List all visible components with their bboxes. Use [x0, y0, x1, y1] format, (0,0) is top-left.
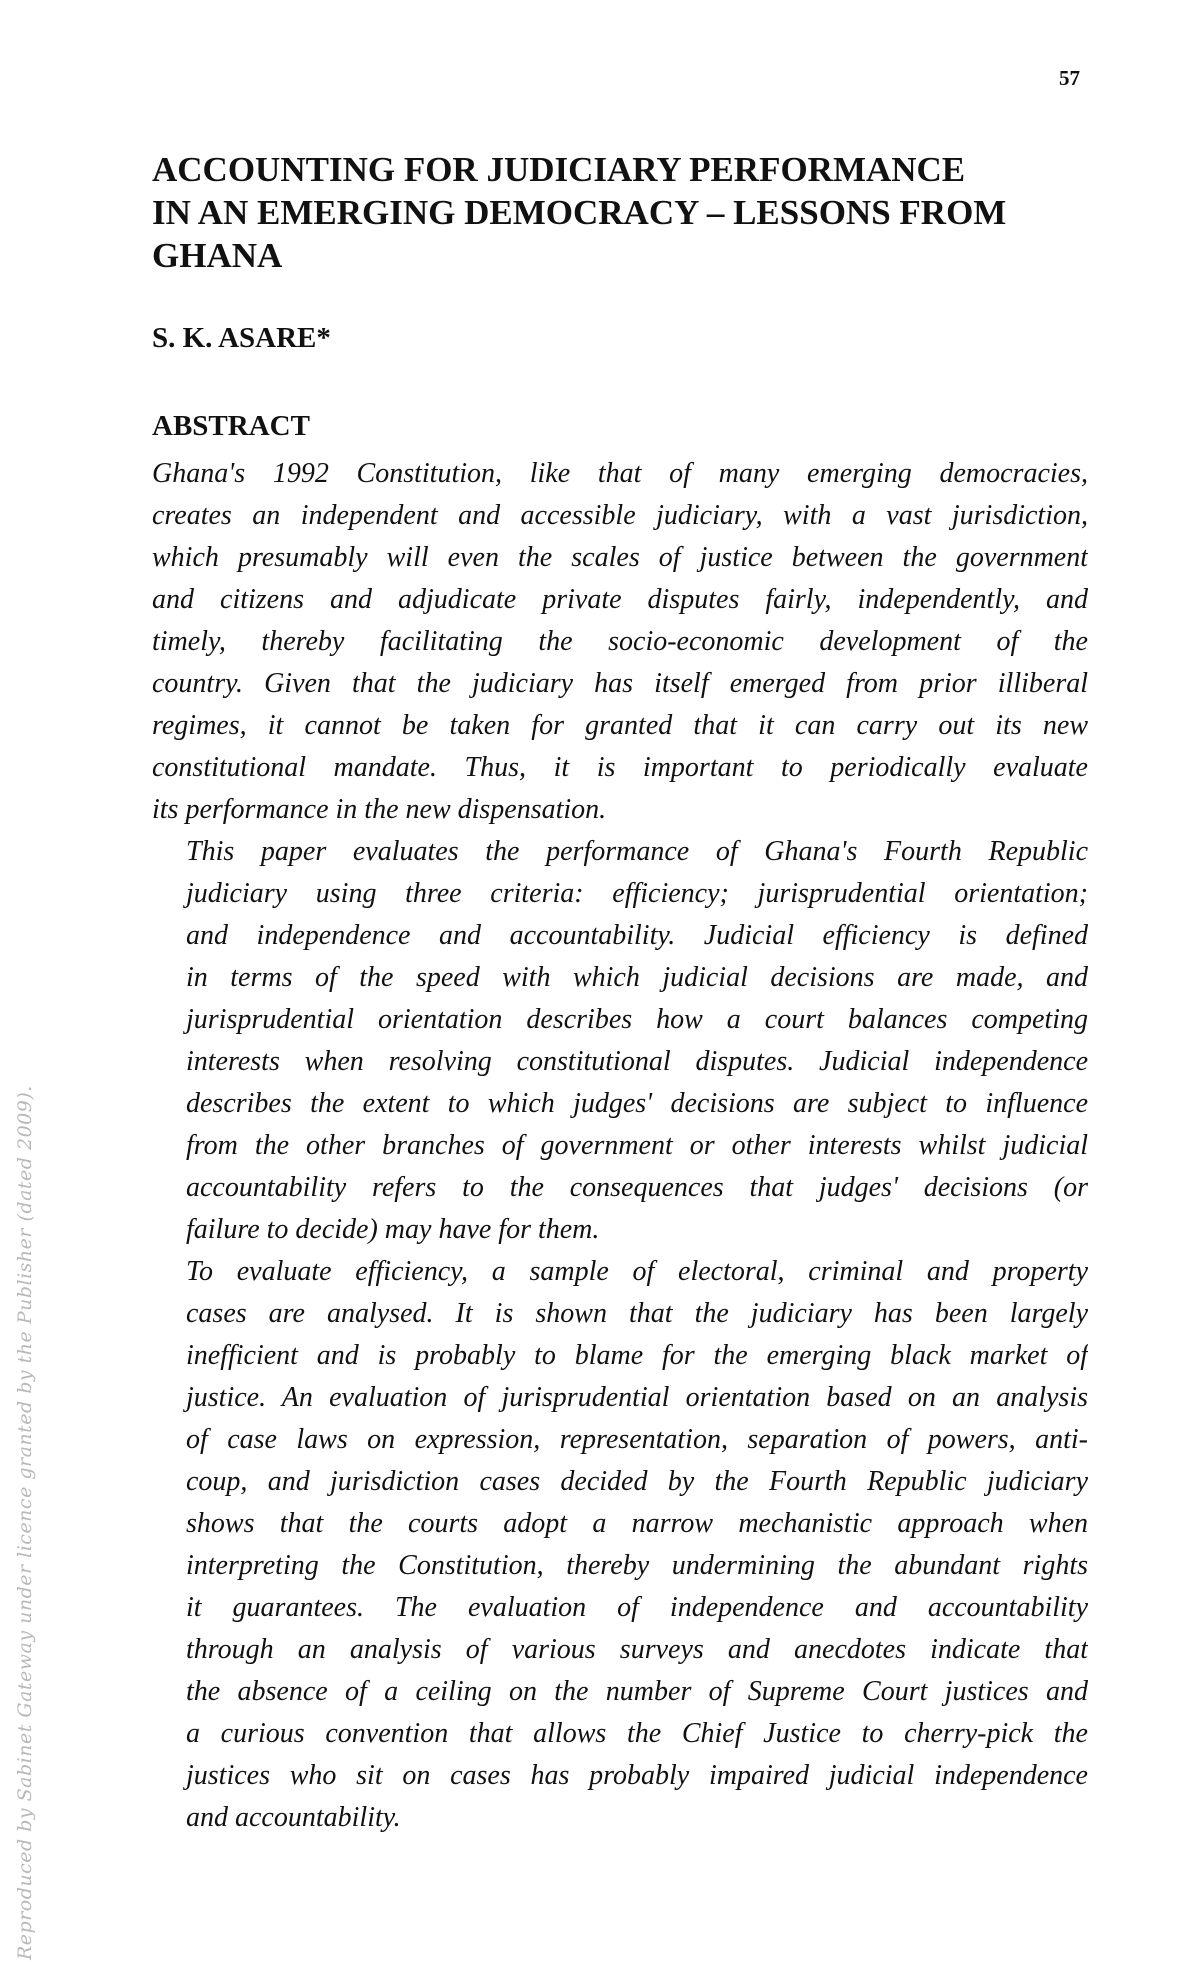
abstract-line: in terms of the speed with which judicial decisions are made, and: [186, 962, 1088, 993]
abstract-line: timely, thereby facilitating the socio-economic development of the: [152, 626, 1088, 657]
abstract-line: justices who sit on cases has probably impaired judicial independence: [186, 1760, 1088, 1791]
title-line: ACCOUNTING FOR JUDICIARY PERFORMANCE: [152, 150, 966, 189]
watermark-text: Reproduced by Sabinet Gateway under licence granted by the Publisher (dated 2009).: [14, 1085, 36, 1960]
abstract-line: To evaluate efficiency, a sample of electoral, criminal and property: [186, 1256, 1088, 1287]
title-line: GHANA: [152, 236, 283, 275]
watermark: [0, 960, 36, 1960]
abstract-line: This paper evaluates the performance of Ghana's Fourth Republic: [186, 836, 1088, 867]
abstract-line: failure to decide) may have for them.: [186, 1214, 600, 1245]
abstract-line: it guarantees. The evaluation of independence and accountability: [186, 1592, 1088, 1623]
title-line: IN AN EMERGING DEMOCRACY – LESSONS FROM: [152, 193, 1007, 232]
abstract-line: of case laws on expression, representation, separation of powers, anti-: [186, 1424, 1088, 1455]
abstract-line: justice. An evaluation of jurisprudential orientation based on an analysis: [186, 1382, 1088, 1413]
abstract-line: country. Given that the judiciary has itself emerged from prior illiberal: [152, 668, 1088, 699]
abstract-line: constitutional mandate. Thus, it is important to periodically evaluate: [152, 752, 1088, 783]
abstract-line: Ghana's 1992 Constitution, like that of many emerging democracies,: [152, 458, 1088, 489]
abstract-line: inefficient and is probably to blame for the emerging black market of: [186, 1340, 1088, 1371]
abstract-line: cases are analysed. It is shown that the judiciary has been largely: [186, 1298, 1088, 1329]
author-name: S. K. ASARE*: [152, 322, 331, 354]
abstract-line: judiciary using three criteria: efficiency; jurisprudential orientation;: [186, 878, 1088, 909]
abstract-line: interests when resolving constitutional disputes. Judicial independence: [186, 1046, 1088, 1077]
abstract-paragraph: [152, 1251, 1088, 1839]
abstract-line: and independence and accountability. Judicial efficiency is defined: [186, 920, 1088, 951]
abstract-line: describes the extent to which judges' decisions are subject to influence: [186, 1088, 1088, 1119]
abstract-line: interpreting the Constitution, thereby undermining the abundant rights: [186, 1550, 1088, 1581]
abstract-line: shows that the courts adopt a narrow mechanistic approach when: [186, 1508, 1088, 1539]
abstract-line: the absence of a ceiling on the number of Supreme Court justices and: [186, 1676, 1088, 1707]
abstract-line: creates an independent and accessible judiciary, with a vast jurisdiction,: [152, 500, 1088, 531]
abstract-paragraph: [152, 831, 1088, 1251]
abstract-line: its performance in the new dispensation.: [152, 794, 607, 825]
abstract-line: a curious convention that allows the Chief Justice to cherry-pick the: [186, 1718, 1088, 1749]
article-title: [152, 148, 1092, 277]
abstract-line: through an analysis of various surveys and anecdotes indicate that: [186, 1634, 1088, 1665]
abstract-line: jurisprudential orientation describes how a court balances competing: [186, 1004, 1088, 1035]
abstract-line: from the other branches of government or other interests whilst judicial: [186, 1130, 1088, 1161]
abstract-line: coup, and jurisdiction cases decided by the Fourth Republic judiciary: [186, 1466, 1088, 1497]
abstract-heading: ABSTRACT: [152, 410, 310, 442]
abstract-paragraph: [152, 453, 1088, 831]
abstract-line: which presumably will even the scales of justice between the government: [152, 542, 1088, 573]
page-number: 57: [1059, 66, 1080, 90]
abstract-line: and accountability.: [186, 1802, 401, 1833]
abstract-body: [152, 453, 1088, 1839]
abstract-line: and citizens and adjudicate private disputes fairly, independently, and: [152, 584, 1088, 615]
abstract-line: regimes, it cannot be taken for granted that it can carry out its new: [152, 710, 1088, 741]
abstract-line: accountability refers to the consequences that judges' decisions (or: [186, 1172, 1088, 1203]
